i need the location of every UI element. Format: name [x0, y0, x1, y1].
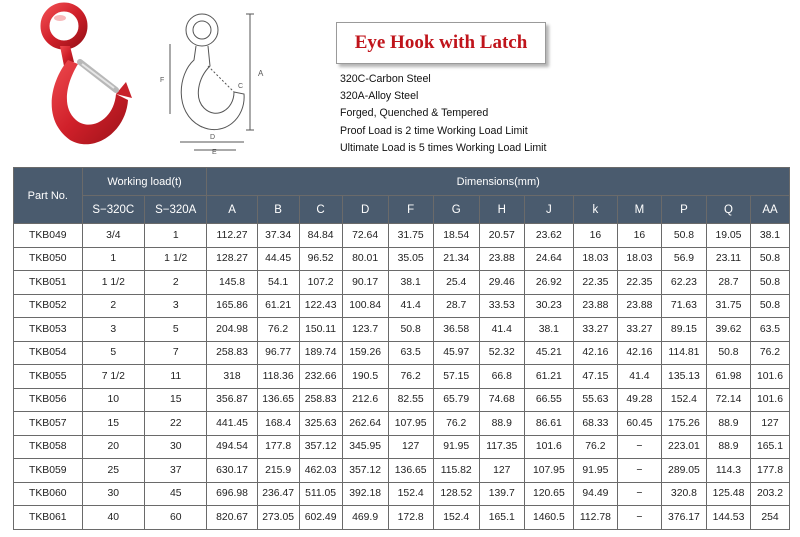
- table-cell: 30: [145, 435, 207, 459]
- table-cell: 63.5: [750, 318, 789, 342]
- table-row: [14, 224, 790, 248]
- table-row: [14, 294, 790, 318]
- part-number-cell: TKB053: [14, 318, 83, 342]
- table-cell: 820.67: [207, 506, 257, 530]
- table-cell: 72.64: [342, 224, 388, 248]
- table-cell: 101.6: [750, 365, 789, 389]
- table-cell: 114.81: [661, 341, 706, 365]
- table-cell: 320.8: [661, 482, 706, 506]
- working-load-header: Working load(t): [82, 168, 207, 196]
- part-number-cell: TKB056: [14, 388, 83, 412]
- spec-line: Forged, Quenched & Tempered: [340, 107, 489, 120]
- table-cell: 107.95: [388, 412, 433, 436]
- table-cell: 56.9: [661, 247, 706, 271]
- table-cell: 215.9: [257, 459, 299, 483]
- table-row: [14, 271, 790, 295]
- table-cell: 114.3: [706, 459, 750, 483]
- table-row: [14, 341, 790, 365]
- dimension-column-header: P: [661, 196, 706, 224]
- table-cell: 462.03: [299, 459, 342, 483]
- table-cell: 3: [82, 318, 144, 342]
- part-number-cell: TKB059: [14, 459, 83, 483]
- table-cell: 189.74: [299, 341, 342, 365]
- table-cell: 630.17: [207, 459, 257, 483]
- table-cell: 91.95: [573, 459, 617, 483]
- table-cell: 37: [145, 459, 207, 483]
- table-cell: 177.8: [750, 459, 789, 483]
- table-cell: 152.4: [433, 506, 479, 530]
- table-cell: 16: [617, 224, 661, 248]
- dimensions-header: Dimensions(mm): [207, 168, 790, 196]
- table-cell: 21.34: [433, 247, 479, 271]
- dimension-column-header: H: [479, 196, 524, 224]
- table-row: [14, 247, 790, 271]
- table-cell: 52.32: [479, 341, 524, 365]
- table-cell: −: [617, 482, 661, 506]
- table-cell: 47.15: [573, 365, 617, 389]
- table-cell: 28.7: [706, 271, 750, 295]
- table-cell: 80.01: [342, 247, 388, 271]
- table-cell: 127: [750, 412, 789, 436]
- table-cell: 101.6: [524, 435, 573, 459]
- table-cell: 16: [573, 224, 617, 248]
- spec-line: Ultimate Load is 5 times Working Load Limit: [340, 141, 547, 154]
- table-cell: 61.21: [524, 365, 573, 389]
- table-row: [14, 365, 790, 389]
- table-cell: 696.98: [207, 482, 257, 506]
- table-cell: 2: [145, 271, 207, 295]
- table-cell: 45.21: [524, 341, 573, 365]
- table-cell: 45.97: [433, 341, 479, 365]
- table-cell: 212.6: [342, 388, 388, 412]
- table-cell: 49.28: [617, 388, 661, 412]
- table-cell: 25.4: [433, 271, 479, 295]
- table-cell: 122.43: [299, 294, 342, 318]
- table-cell: 50.8: [750, 271, 789, 295]
- table-cell: 262.64: [342, 412, 388, 436]
- load-column-header: S−320C: [82, 196, 144, 224]
- table-cell: 357.12: [342, 459, 388, 483]
- table-cell: 602.49: [299, 506, 342, 530]
- dimension-column-header: J: [524, 196, 573, 224]
- table-cell: 31.75: [706, 294, 750, 318]
- table-row: [14, 412, 790, 436]
- table-cell: 91.95: [433, 435, 479, 459]
- table-cell: 90.17: [342, 271, 388, 295]
- part-number-cell: TKB051: [14, 271, 83, 295]
- table-cell: 39.62: [706, 318, 750, 342]
- table-cell: 125.48: [706, 482, 750, 506]
- dimension-column-header: B: [257, 196, 299, 224]
- table-cell: 76.2: [388, 365, 433, 389]
- table-cell: 107.95: [524, 459, 573, 483]
- table-cell: 3: [145, 294, 207, 318]
- table-cell: 2: [82, 294, 144, 318]
- table-cell: 41.4: [617, 365, 661, 389]
- table-cell: 123.7: [342, 318, 388, 342]
- table-cell: 88.9: [479, 412, 524, 436]
- hook-technical-drawing: [150, 4, 280, 154]
- table-cell: 60: [145, 506, 207, 530]
- part-number-cell: TKB060: [14, 482, 83, 506]
- table-cell: 127: [388, 435, 433, 459]
- table-cell: 7 1/2: [82, 365, 144, 389]
- dimensions-table: [13, 167, 790, 530]
- table-cell: 23.88: [479, 247, 524, 271]
- table-cell: 33.53: [479, 294, 524, 318]
- part-number-cell: TKB057: [14, 412, 83, 436]
- table-cell: 5: [82, 341, 144, 365]
- table-cell: 7: [145, 341, 207, 365]
- table-cell: 66.8: [479, 365, 524, 389]
- table-cell: 23.11: [706, 247, 750, 271]
- table-cell: 36.58: [433, 318, 479, 342]
- table-cell: 441.45: [207, 412, 257, 436]
- table-cell: 22.35: [573, 271, 617, 295]
- table-cell: 33.27: [573, 318, 617, 342]
- table-cell: 165.86: [207, 294, 257, 318]
- table-cell: 10: [82, 388, 144, 412]
- table-cell: 41.4: [479, 318, 524, 342]
- table-cell: 50.8: [750, 294, 789, 318]
- table-cell: 136.65: [388, 459, 433, 483]
- table-cell: 1 1/2: [82, 271, 144, 295]
- table-cell: 203.2: [750, 482, 789, 506]
- dimension-label-a: A: [258, 69, 264, 78]
- table-cell: 128.52: [433, 482, 479, 506]
- table-cell: 30.23: [524, 294, 573, 318]
- load-column-header: S−320A: [145, 196, 207, 224]
- table-cell: −: [617, 459, 661, 483]
- dimension-column-header: M: [617, 196, 661, 224]
- table-cell: 23.88: [573, 294, 617, 318]
- table-cell: 28.7: [433, 294, 479, 318]
- table-cell: −: [617, 435, 661, 459]
- table-cell: 61.98: [706, 365, 750, 389]
- table-cell: 152.4: [388, 482, 433, 506]
- table-cell: 15: [145, 388, 207, 412]
- table-row: [14, 482, 790, 506]
- dimension-label-e: E: [212, 149, 217, 154]
- table-row: [14, 506, 790, 530]
- table-cell: 71.63: [661, 294, 706, 318]
- table-cell: 118.36: [257, 365, 299, 389]
- table-cell: 20: [82, 435, 144, 459]
- table-cell: 22.35: [617, 271, 661, 295]
- table-cell: 1: [82, 247, 144, 271]
- table-cell: 120.65: [524, 482, 573, 506]
- table-cell: 23.88: [617, 294, 661, 318]
- table-row: [14, 318, 790, 342]
- page-title: Eye Hook with Latch: [354, 32, 528, 53]
- dimension-column-header: k: [573, 196, 617, 224]
- table-cell: 19.05: [706, 224, 750, 248]
- table-cell: 76.2: [257, 318, 299, 342]
- table-cell: 18.54: [433, 224, 479, 248]
- table-cell: 89.15: [661, 318, 706, 342]
- table-cell: 357.12: [299, 435, 342, 459]
- table-cell: 38.1: [524, 318, 573, 342]
- table-cell: 1460.5: [524, 506, 573, 530]
- table-cell: 50.8: [388, 318, 433, 342]
- table-cell: 38.1: [388, 271, 433, 295]
- table-cell: 325.63: [299, 412, 342, 436]
- table-cell: 494.54: [207, 435, 257, 459]
- table-cell: 127: [479, 459, 524, 483]
- hook-photo: [30, 2, 140, 152]
- table-cell: 172.8: [388, 506, 433, 530]
- table-cell: 1: [145, 224, 207, 248]
- table-cell: 94.49: [573, 482, 617, 506]
- table-cell: 356.87: [207, 388, 257, 412]
- table-cell: 136.65: [257, 388, 299, 412]
- spec-line: Proof Load is 2 time Working Load Limit: [340, 124, 528, 137]
- table-cell: 376.17: [661, 506, 706, 530]
- table-cell: 144.53: [706, 506, 750, 530]
- table-cell: 15: [82, 412, 144, 436]
- table-cell: 190.5: [342, 365, 388, 389]
- table-cell: 223.01: [661, 435, 706, 459]
- table-cell: 204.98: [207, 318, 257, 342]
- table-cell: 76.2: [573, 435, 617, 459]
- table-cell: 175.26: [661, 412, 706, 436]
- table-cell: 318: [207, 365, 257, 389]
- table-cell: 61.21: [257, 294, 299, 318]
- table-cell: 115.82: [433, 459, 479, 483]
- dimension-column-header: G: [433, 196, 479, 224]
- table-cell: 42.16: [573, 341, 617, 365]
- table-cell: 40: [82, 506, 144, 530]
- table-cell: 33.27: [617, 318, 661, 342]
- table-row: [14, 435, 790, 459]
- table-cell: 18.03: [617, 247, 661, 271]
- part-number-cell: TKB049: [14, 224, 83, 248]
- dimension-column-header: F: [388, 196, 433, 224]
- table-cell: 345.95: [342, 435, 388, 459]
- table-cell: 469.9: [342, 506, 388, 530]
- table-cell: 66.55: [524, 388, 573, 412]
- table-cell: 26.92: [524, 271, 573, 295]
- table-cell: 96.52: [299, 247, 342, 271]
- table-cell: 117.35: [479, 435, 524, 459]
- table-cell: 50.8: [661, 224, 706, 248]
- dimension-column-header: A: [207, 196, 257, 224]
- table-cell: 31.75: [388, 224, 433, 248]
- table-cell: 273.05: [257, 506, 299, 530]
- table-cell: 30: [82, 482, 144, 506]
- table-cell: 50.8: [750, 247, 789, 271]
- part-number-cell: TKB054: [14, 341, 83, 365]
- dimension-column-header: Q: [706, 196, 750, 224]
- dimension-column-header: AA: [750, 196, 789, 224]
- table-cell: 112.78: [573, 506, 617, 530]
- table-cell: 86.61: [524, 412, 573, 436]
- table-cell: 3/4: [82, 224, 144, 248]
- part-number-cell: TKB061: [14, 506, 83, 530]
- table-cell: 20.57: [479, 224, 524, 248]
- spec-line: 320C-Carbon Steel: [340, 73, 431, 85]
- part-no-header: Part No.: [14, 168, 83, 224]
- table-cell: 88.9: [706, 412, 750, 436]
- table-cell: 88.9: [706, 435, 750, 459]
- table-cell: 37.34: [257, 224, 299, 248]
- table-cell: 35.05: [388, 247, 433, 271]
- dimension-label-d: D: [210, 134, 216, 141]
- table-cell: 24.64: [524, 247, 573, 271]
- spec-line: 320A-Alloy Steel: [340, 90, 419, 103]
- table-cell: 5: [145, 318, 207, 342]
- table-cell: 254: [750, 506, 789, 530]
- table-cell: 23.62: [524, 224, 573, 248]
- table-cell: 82.55: [388, 388, 433, 412]
- table-cell: 258.83: [299, 388, 342, 412]
- table-cell: 55.63: [573, 388, 617, 412]
- table-cell: 38.1: [750, 224, 789, 248]
- table-cell: 392.18: [342, 482, 388, 506]
- table-cell: 145.8: [207, 271, 257, 295]
- table-cell: 135.13: [661, 365, 706, 389]
- table-cell: 50.8: [706, 341, 750, 365]
- table-cell: 72.14: [706, 388, 750, 412]
- table-cell: 60.45: [617, 412, 661, 436]
- table-cell: 45: [145, 482, 207, 506]
- table-cell: 22: [145, 412, 207, 436]
- table-cell: 76.2: [750, 341, 789, 365]
- table-cell: 232.66: [299, 365, 342, 389]
- table-cell: 42.16: [617, 341, 661, 365]
- table-cell: 177.8: [257, 435, 299, 459]
- part-number-cell: TKB058: [14, 435, 83, 459]
- part-number-cell: TKB055: [14, 365, 83, 389]
- table-row: [14, 388, 790, 412]
- table-cell: 165.1: [479, 506, 524, 530]
- table-cell: 11: [145, 365, 207, 389]
- dimension-column-header: C: [299, 196, 342, 224]
- table-cell: 25: [82, 459, 144, 483]
- table-cell: 128.27: [207, 247, 257, 271]
- dimension-label-f: F: [160, 77, 165, 84]
- table-cell: 41.4: [388, 294, 433, 318]
- table-cell: 57.15: [433, 365, 479, 389]
- table-cell: 159.26: [342, 341, 388, 365]
- table-cell: 165.1: [750, 435, 789, 459]
- table-cell: 236.47: [257, 482, 299, 506]
- table-cell: 84.84: [299, 224, 342, 248]
- table-cell: 101.6: [750, 388, 789, 412]
- table-cell: 74.68: [479, 388, 524, 412]
- table-cell: 112.27: [207, 224, 257, 248]
- table-cell: 150.11: [299, 318, 342, 342]
- table-cell: 258.83: [207, 341, 257, 365]
- table-cell: 63.5: [388, 341, 433, 365]
- table-cell: 54.1: [257, 271, 299, 295]
- table-cell: 100.84: [342, 294, 388, 318]
- table-cell: 18.03: [573, 247, 617, 271]
- table-cell: 107.2: [299, 271, 342, 295]
- part-number-cell: TKB052: [14, 294, 83, 318]
- dimension-column-header: D: [342, 196, 388, 224]
- table-cell: 139.7: [479, 482, 524, 506]
- table-cell: 289.05: [661, 459, 706, 483]
- dimension-label-c: C: [238, 83, 244, 90]
- table-cell: 65.79: [433, 388, 479, 412]
- part-number-cell: TKB050: [14, 247, 83, 271]
- table-cell: 511.05: [299, 482, 342, 506]
- table-cell: 44.45: [257, 247, 299, 271]
- table-cell: 168.4: [257, 412, 299, 436]
- table-cell: 152.4: [661, 388, 706, 412]
- table-cell: 76.2: [433, 412, 479, 436]
- table-cell: −: [617, 506, 661, 530]
- table-cell: 68.33: [573, 412, 617, 436]
- table-cell: 29.46: [479, 271, 524, 295]
- title-box: [336, 22, 546, 64]
- table-row: [14, 459, 790, 483]
- table-cell: 62.23: [661, 271, 706, 295]
- table-cell: 1 1/2: [145, 247, 207, 271]
- spec-list: [340, 71, 546, 157]
- table-cell: 96.77: [257, 341, 299, 365]
